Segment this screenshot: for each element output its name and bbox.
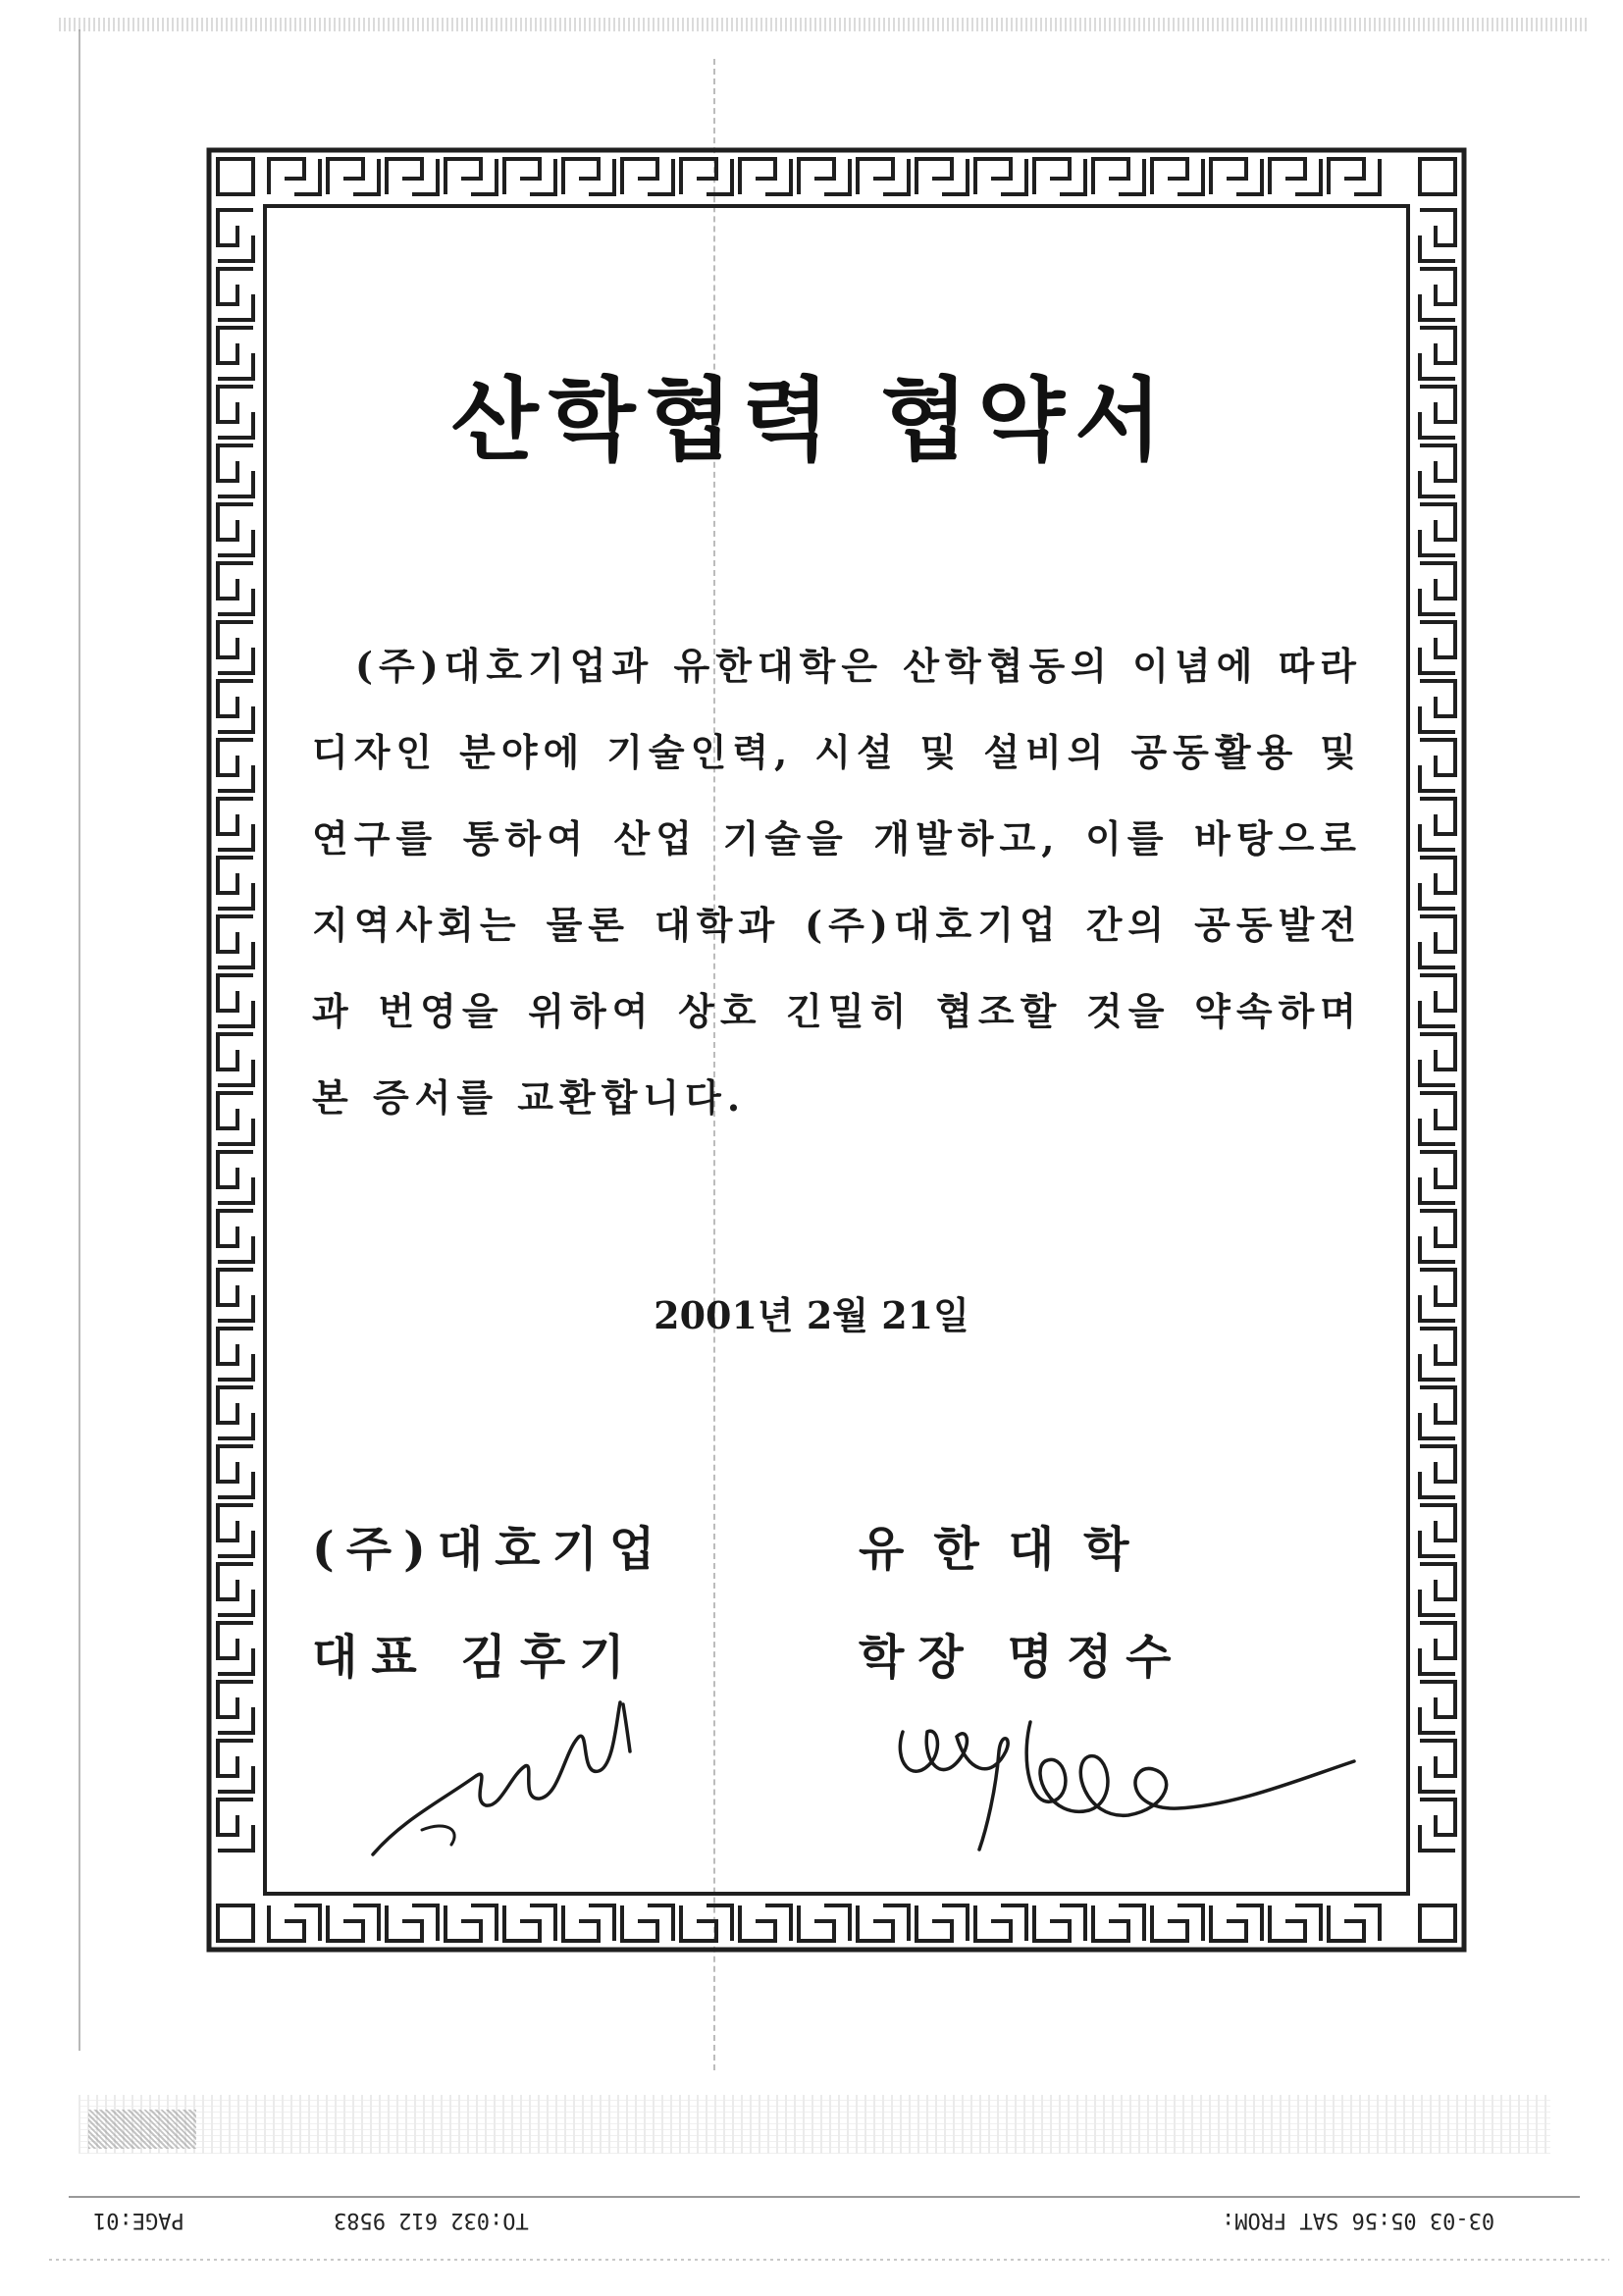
fax-to-number: TO:032 612 9583 <box>334 2208 529 2232</box>
document-title: 산학협력 협약서 <box>450 367 1173 473</box>
scan-edge-left <box>79 29 80 2051</box>
scan-edge-top <box>59 18 1590 31</box>
agreement-body: (주)대호기업과 유한대학은 산학협동의 이념에 따라 디자인 분야에 기술인력, 시설 및 설비의 공동활용 및 연구를 통하여 산업 기술을 개발하고, 이를 바탕으로 지역사회는 물론 대학과 (주)대호기업 간의 공동발전과 번영을 위하여 상호 긴밀히 협조할 것을 약속하며 본 증서를 교환합니다. <box>312 644 1362 1120</box>
university-signature-icon <box>883 1693 1374 1863</box>
agreement-date: 2001년 2월 21일 <box>654 1293 969 1337</box>
fax-noise-patch <box>88 2110 196 2149</box>
scan-edge-bottom <box>49 2259 1609 2261</box>
university-president: 학장 명정수 <box>859 1630 1185 1685</box>
fax-noise <box>79 2095 1550 2154</box>
company-signature-icon <box>363 1683 687 1873</box>
company-name: (주)대호기업 <box>312 1522 667 1577</box>
university-name: 유한대학 <box>859 1522 1159 1577</box>
fax-header-rule <box>69 2196 1580 2198</box>
fax-from-timestamp: 03-03 05:56 SAT FROM: <box>1222 2208 1495 2232</box>
company-representative: 대표 김후기 <box>312 1630 639 1685</box>
fax-page-number: PAGE:01 <box>93 2208 184 2232</box>
